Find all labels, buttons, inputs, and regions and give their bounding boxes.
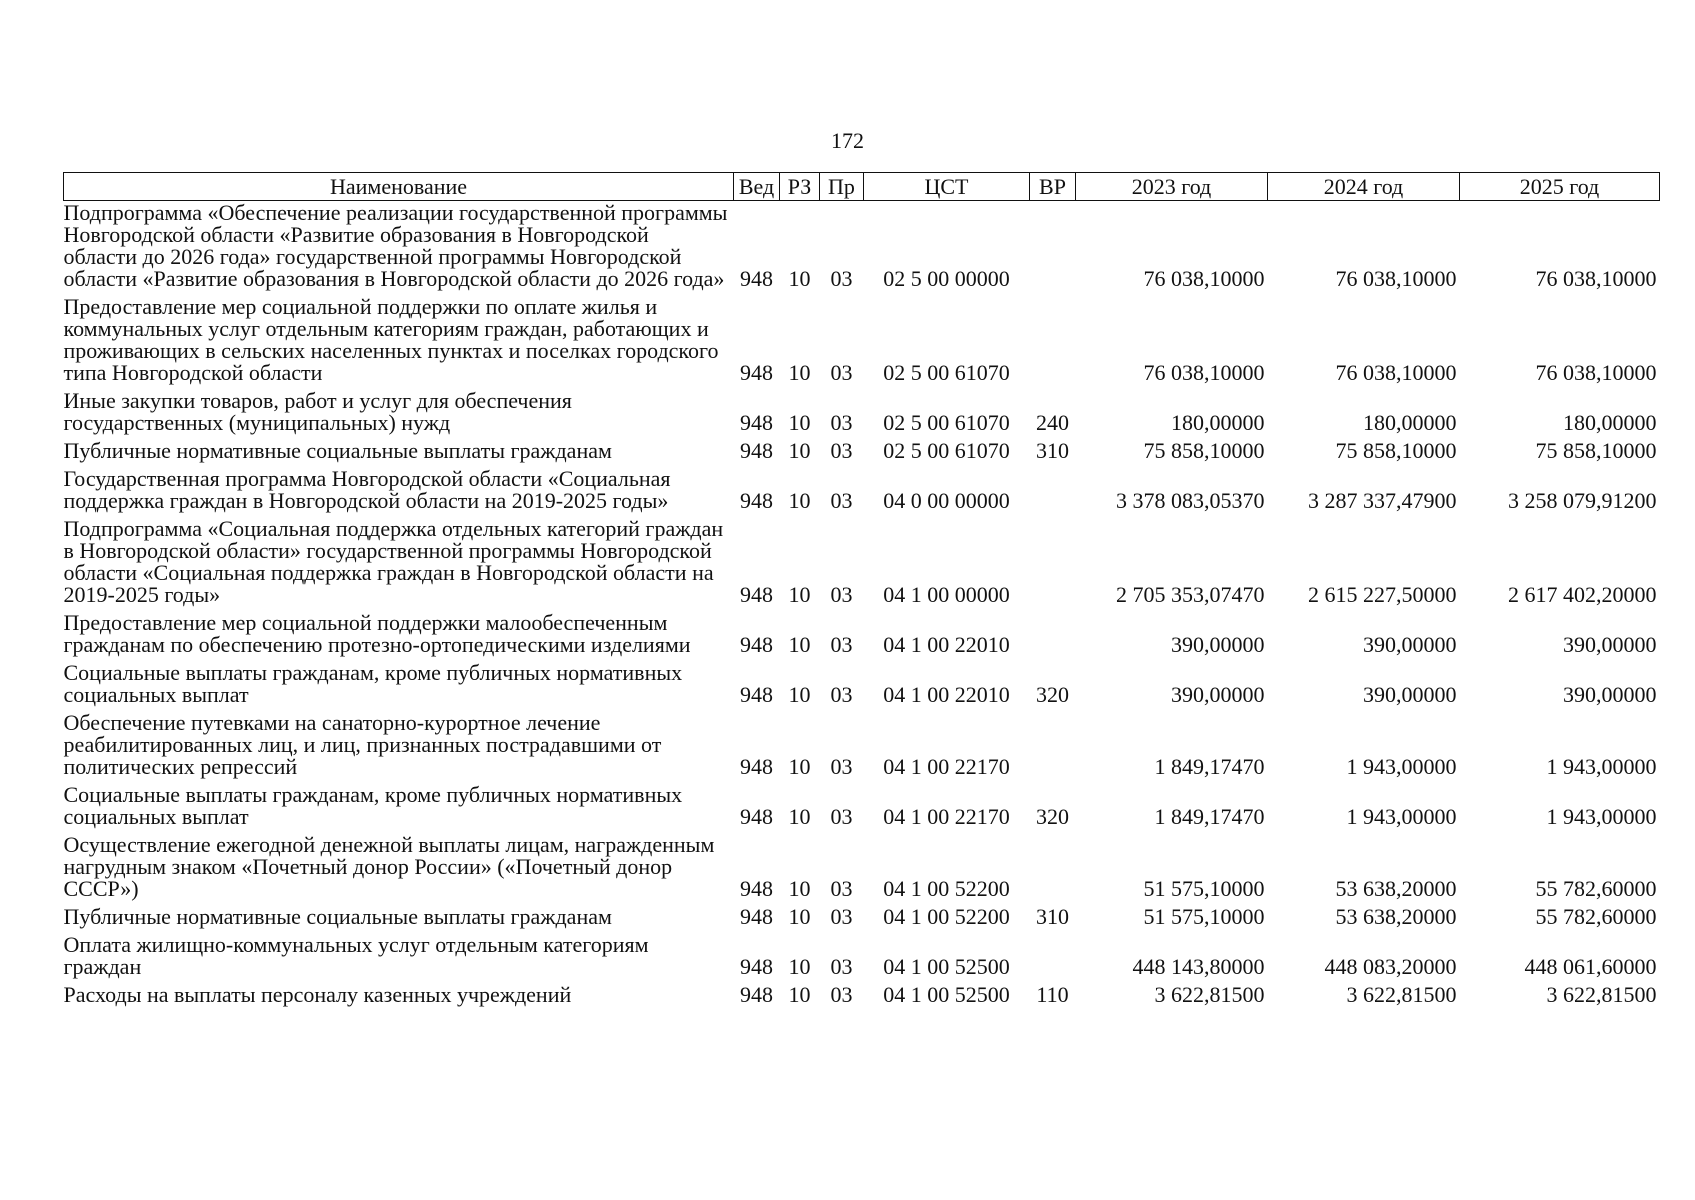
- cell-cst: 02 5 00 61070: [883, 410, 1010, 435]
- cell-pr: 03: [830, 410, 853, 435]
- cell-ved: 948: [740, 410, 773, 435]
- header-cst: ЦСТ: [864, 173, 1030, 201]
- cell-2024: 1 943,00000: [1346, 804, 1457, 829]
- table-row: [64, 295, 1660, 389]
- table-row: [64, 517, 1660, 611]
- cell-rz: 10: [788, 266, 811, 291]
- cell-2025: 75 858,10000: [1535, 438, 1657, 463]
- cell-vr: 110: [1036, 982, 1069, 1007]
- cell-pr: 03: [830, 804, 853, 829]
- cell-2023: 1 849,17470: [1154, 804, 1265, 829]
- header-ved: Вед: [734, 173, 780, 201]
- cell-name: Публичные нормативные социальные выплаты гражданам: [63, 438, 612, 463]
- cell-2025: 390,00000: [1563, 682, 1657, 707]
- cell-vr: 240: [1036, 410, 1069, 435]
- cell-ved: 948: [740, 876, 773, 901]
- cell-2023: 76 038,10000: [1143, 266, 1265, 291]
- cell-pr: 03: [830, 488, 853, 513]
- cell-2023: 448 143,80000: [1132, 954, 1265, 979]
- cell-2024: 53 638,20000: [1335, 876, 1457, 901]
- table-row: [64, 933, 1660, 983]
- cell-rz: 10: [788, 904, 811, 929]
- cell-pr: 03: [830, 438, 853, 463]
- cell-pr: 03: [830, 360, 853, 385]
- cell-name: Предоставление мер социальной поддержки по оплате жилья и коммунальных услуг отдельным категориям граждан, работающих и проживающих в сельских населенных пунктах и поселках городского типа Новгородской области: [63, 294, 719, 385]
- cell-2023: 3 378 083,05370: [1116, 488, 1265, 513]
- cell-2025: 55 782,60000: [1535, 876, 1657, 901]
- budget-table: [63, 172, 1660, 1011]
- cell-2024: 76 038,10000: [1335, 360, 1457, 385]
- cell-name: Социальные выплаты гражданам, кроме публичных нормативных социальных выплат: [63, 782, 683, 829]
- cell-2024: 390,00000: [1363, 632, 1457, 657]
- cell-pr: 03: [830, 682, 853, 707]
- header-2024: 2024 год: [1268, 173, 1460, 201]
- table-header-row: [64, 173, 1660, 201]
- cell-vr: [1030, 467, 1076, 517]
- header-rz: РЗ: [780, 173, 820, 201]
- cell-2023: 51 575,10000: [1143, 904, 1265, 929]
- table-row: [64, 467, 1660, 517]
- cell-vr: [1030, 517, 1076, 611]
- table-row: [64, 833, 1660, 905]
- cell-pr: 03: [830, 266, 853, 291]
- table-row: [64, 611, 1660, 661]
- cell-cst: 04 0 00 00000: [883, 488, 1010, 513]
- cell-2023: 390,00000: [1171, 632, 1265, 657]
- cell-ved: 948: [740, 804, 773, 829]
- cell-name: Расходы на выплаты персоналу казенных учреждений: [63, 982, 572, 1007]
- cell-name: Подпрограмма «Обеспечение реализации государственной программы Новгородской области «Развитие образования в Новгородской области до 2026 года» государственной программы Новгородской области «Развитие образования в Новгородской области до 2026 года»: [63, 200, 728, 291]
- cell-cst: 04 1 00 00000: [883, 582, 1010, 607]
- cell-2025: 2 617 402,20000: [1508, 582, 1657, 607]
- cell-2025: 1 943,00000: [1546, 804, 1657, 829]
- cell-pr: 03: [830, 876, 853, 901]
- cell-name: Предоставление мер социальной поддержки малообеспеченным гражданам по обеспечению протезно-ортопедическими изделиями: [63, 610, 691, 657]
- header-pr: Пр: [820, 173, 864, 201]
- cell-ved: 948: [740, 754, 773, 779]
- cell-vr: [1030, 611, 1076, 661]
- cell-cst: 02 5 00 61070: [883, 360, 1010, 385]
- cell-pr: 03: [830, 754, 853, 779]
- cell-vr: [1030, 933, 1076, 983]
- header-2023: 2023 год: [1076, 173, 1268, 201]
- cell-cst: 04 1 00 22170: [883, 754, 1010, 779]
- table-body: [64, 201, 1660, 1012]
- cell-name: Подпрограмма «Социальная поддержка отдельных категорий граждан в Новгородской области» государственной программы Новгородской области «Социальная поддержка граждан в Новгородской области на 2019-2025 годы»: [63, 516, 724, 607]
- cell-2024: 390,00000: [1363, 682, 1457, 707]
- cell-2025: 448 061,60000: [1524, 954, 1657, 979]
- cell-2023: 1 849,17470: [1154, 754, 1265, 779]
- table-row: [64, 783, 1660, 833]
- table-row: [64, 983, 1660, 1011]
- cell-rz: 10: [788, 876, 811, 901]
- header-name: Наименование: [64, 173, 734, 201]
- cell-ved: 948: [740, 488, 773, 513]
- cell-2024: 180,00000: [1363, 410, 1457, 435]
- cell-rz: 10: [788, 804, 811, 829]
- cell-2024: 3 622,81500: [1346, 982, 1457, 1007]
- cell-pr: 03: [830, 632, 853, 657]
- cell-rz: 10: [788, 754, 811, 779]
- cell-2024: 53 638,20000: [1335, 904, 1457, 929]
- cell-ved: 948: [740, 982, 773, 1007]
- cell-ved: 948: [740, 904, 773, 929]
- cell-2024: 2 615 227,50000: [1308, 582, 1457, 607]
- cell-vr: [1030, 201, 1076, 296]
- table-row: [64, 905, 1660, 933]
- cell-2025: 1 943,00000: [1546, 754, 1657, 779]
- cell-vr: 320: [1036, 682, 1069, 707]
- cell-name: Обеспечение путевками на санаторно-курортное лечение реабилитированных лиц, и лиц, признанных пострадавшими от политических репрессий: [63, 710, 662, 779]
- header-vr: ВР: [1030, 173, 1076, 201]
- cell-ved: 948: [740, 360, 773, 385]
- cell-cst: 04 1 00 52200: [883, 876, 1010, 901]
- cell-2023: 2 705 353,07470: [1116, 582, 1265, 607]
- cell-cst: 02 5 00 00000: [883, 266, 1010, 291]
- cell-rz: 10: [788, 954, 811, 979]
- cell-ved: 948: [740, 438, 773, 463]
- cell-cst: 04 1 00 22170: [883, 804, 1010, 829]
- cell-name: Оплата жилищно-коммунальных услуг отдельным категориям граждан: [63, 932, 649, 979]
- cell-2024: 448 083,20000: [1324, 954, 1457, 979]
- cell-2024: 3 287 337,47900: [1308, 488, 1457, 513]
- cell-2025: 390,00000: [1563, 632, 1657, 657]
- cell-cst: 04 1 00 22010: [883, 632, 1010, 657]
- cell-ved: 948: [740, 682, 773, 707]
- cell-2025: 55 782,60000: [1535, 904, 1657, 929]
- cell-vr: 310: [1036, 438, 1069, 463]
- table-row: [64, 389, 1660, 439]
- cell-cst: 04 1 00 22010: [883, 682, 1010, 707]
- cell-name: Осуществление ежегодной денежной выплаты лицам, награжденным нагрудным знаком «Почетный донор России» («Почетный донор СССР»): [63, 832, 715, 901]
- cell-cst: 04 1 00 52200: [883, 904, 1010, 929]
- cell-2023: 3 622,81500: [1154, 982, 1265, 1007]
- cell-rz: 10: [788, 488, 811, 513]
- cell-2025: 76 038,10000: [1535, 266, 1657, 291]
- cell-ved: 948: [740, 582, 773, 607]
- cell-2024: 1 943,00000: [1346, 754, 1457, 779]
- cell-2025: 76 038,10000: [1535, 360, 1657, 385]
- cell-2025: 180,00000: [1563, 410, 1657, 435]
- cell-ved: 948: [740, 266, 773, 291]
- cell-name: Публичные нормативные социальные выплаты гражданам: [63, 904, 612, 929]
- cell-cst: 04 1 00 52500: [883, 954, 1010, 979]
- cell-cst: 04 1 00 52500: [883, 982, 1010, 1007]
- cell-vr: [1030, 295, 1076, 389]
- cell-pr: 03: [830, 982, 853, 1007]
- cell-pr: 03: [830, 582, 853, 607]
- table-row: [64, 439, 1660, 467]
- cell-2025: 3 622,81500: [1546, 982, 1657, 1007]
- cell-rz: 10: [788, 632, 811, 657]
- cell-2023: 180,00000: [1171, 410, 1265, 435]
- cell-cst: 02 5 00 61070: [883, 438, 1010, 463]
- cell-ved: 948: [740, 954, 773, 979]
- cell-pr: 03: [830, 904, 853, 929]
- cell-2024: 75 858,10000: [1335, 438, 1457, 463]
- cell-2023: 390,00000: [1171, 682, 1265, 707]
- cell-ved: 948: [740, 632, 773, 657]
- cell-vr: 310: [1036, 904, 1069, 929]
- table-row: [64, 661, 1660, 711]
- table-row: [64, 711, 1660, 783]
- cell-rz: 10: [788, 360, 811, 385]
- cell-vr: [1030, 711, 1076, 783]
- cell-rz: 10: [788, 982, 811, 1007]
- cell-2024: 76 038,10000: [1335, 266, 1457, 291]
- cell-rz: 10: [788, 410, 811, 435]
- table-row: [64, 201, 1660, 296]
- cell-vr: [1030, 833, 1076, 905]
- cell-rz: 10: [788, 682, 811, 707]
- cell-2023: 51 575,10000: [1143, 876, 1265, 901]
- cell-2023: 75 858,10000: [1143, 438, 1265, 463]
- cell-name: Государственная программа Новгородской области «Социальная поддержка граждан в Новгородской области на 2019-2025 годы»: [63, 466, 671, 513]
- cell-2023: 76 038,10000: [1143, 360, 1265, 385]
- cell-name: Иные закупки товаров, работ и услуг для обеспечения государственных (муниципальных) нужд: [63, 388, 572, 435]
- cell-rz: 10: [788, 438, 811, 463]
- page-number: 172: [831, 128, 864, 153]
- cell-pr: 03: [830, 954, 853, 979]
- cell-vr: 320: [1036, 804, 1069, 829]
- header-2025: 2025 год: [1460, 173, 1660, 201]
- cell-rz: 10: [788, 582, 811, 607]
- cell-name: Социальные выплаты гражданам, кроме публичных нормативных социальных выплат: [63, 660, 683, 707]
- cell-2025: 3 258 079,91200: [1508, 488, 1657, 513]
